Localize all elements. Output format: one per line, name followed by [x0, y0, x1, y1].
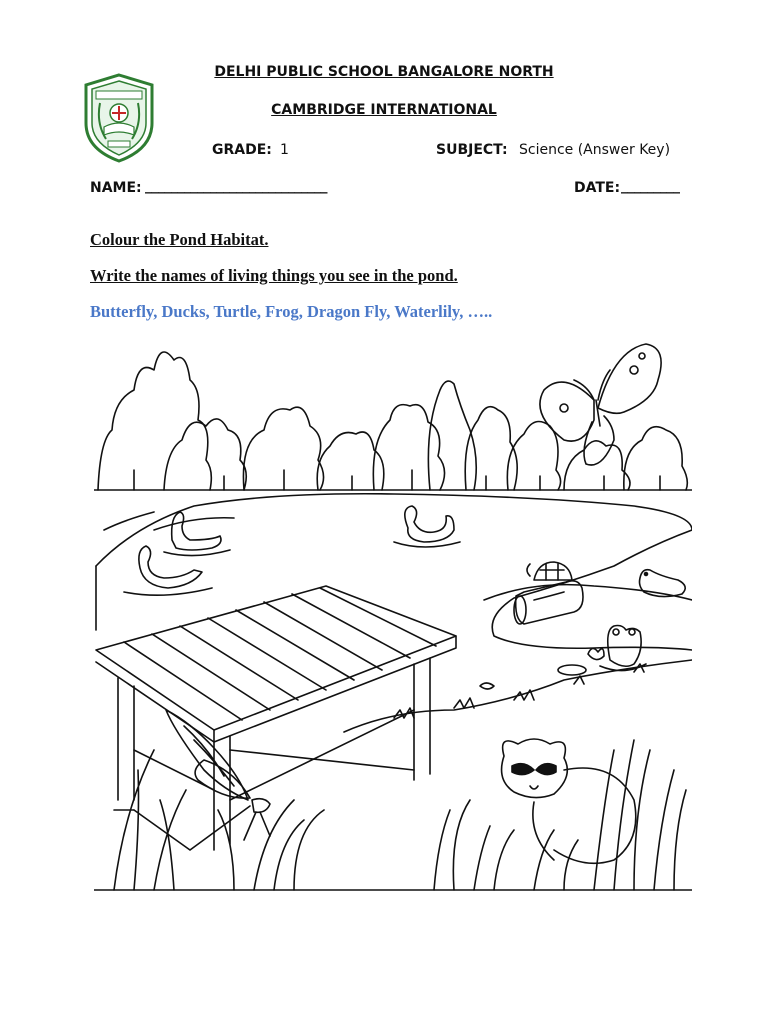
- turtle: [527, 562, 572, 580]
- school-name: DELHI PUBLIC SCHOOL BANGALORE NORTH: [214, 64, 554, 80]
- instruction-colour: Colour the Pond Habitat.: [90, 230, 269, 249]
- swans: [164, 506, 460, 556]
- school-crest-icon: [82, 73, 156, 163]
- grade-label: GRADE:: [212, 142, 272, 158]
- wooden-deck: [96, 586, 456, 850]
- trees: [94, 352, 692, 490]
- date-label: DATE:: [574, 180, 621, 196]
- reeds: [94, 740, 692, 890]
- pond-habitat-illustration: [94, 330, 692, 895]
- bird: [640, 570, 686, 597]
- pond: [96, 494, 692, 650]
- name-blank[interactable]: ____________________________: [145, 178, 327, 194]
- name-label: NAME:: [90, 180, 142, 196]
- answer-text: Butterfly, Ducks, Turtle, Frog, Dragon Fly, Waterlily, …..: [90, 302, 493, 321]
- date-blank[interactable]: _________: [621, 178, 680, 194]
- grade-value: 1: [280, 142, 289, 158]
- instruction-write: Write the names of living things you see in the pond.: [90, 266, 458, 285]
- subject-label: SUBJECT:: [436, 142, 508, 158]
- waterlily: [558, 648, 604, 675]
- subject-value: Science (Answer Key): [519, 142, 671, 158]
- program-name: CAMBRIDGE INTERNATIONAL: [271, 102, 497, 118]
- raccoon: [502, 739, 636, 863]
